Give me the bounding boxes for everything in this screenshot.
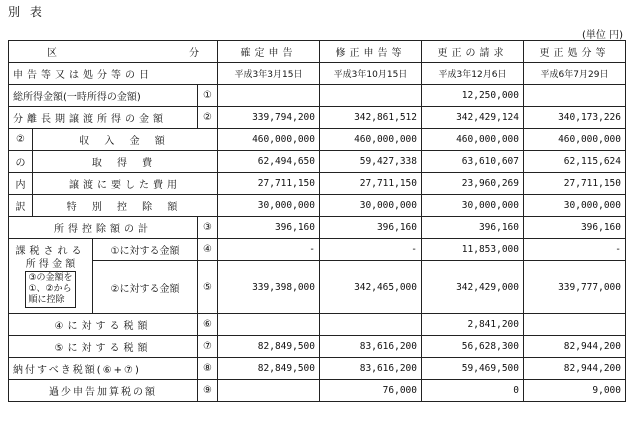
kazei-note-line: ③の金額を <box>28 272 73 283</box>
table-row <box>9 129 626 151</box>
table-row <box>9 261 626 314</box>
value-cell: - <box>320 239 422 261</box>
value-cell: 82,849,500 <box>218 336 320 358</box>
table-row <box>9 380 626 402</box>
row-label: 取 得 費 <box>33 151 218 173</box>
row-number: ② <box>198 107 218 129</box>
document-title: 別 表 <box>8 5 45 19</box>
row-label: ②に対する金額 <box>93 261 198 314</box>
value-cell: 30,000,000 <box>320 195 422 217</box>
value-cell <box>218 314 320 336</box>
value-cell: - <box>218 239 320 261</box>
breakdown-side-label: の <box>9 151 33 173</box>
value-cell: 76,000 <box>320 380 422 402</box>
value-cell: 59,427,338 <box>320 151 422 173</box>
date-cell: 平成3年10月15日 <box>320 63 422 85</box>
table-row <box>9 107 626 129</box>
row-label: 譲渡に要した費用 <box>33 173 218 195</box>
row-number: ⑨ <box>198 380 218 402</box>
row-label: ①に対する金額 <box>93 239 198 261</box>
table-row <box>9 151 626 173</box>
value-cell: 342,429,000 <box>422 261 524 314</box>
value-cell <box>218 85 320 107</box>
tax-table <box>8 40 626 402</box>
value-cell: 23,960,269 <box>422 173 524 195</box>
value-cell: 2,841,200 <box>422 314 524 336</box>
value-cell: 82,944,200 <box>524 336 626 358</box>
kazei-label-cell <box>9 239 93 314</box>
row-number: ③ <box>198 217 218 239</box>
value-cell: 460,000,000 <box>218 129 320 151</box>
value-cell: 56,628,300 <box>422 336 524 358</box>
table-row <box>9 314 626 336</box>
breakdown-side-label: ② <box>9 129 33 151</box>
kazei-note-line: 順に控除 <box>28 294 65 305</box>
value-cell <box>320 314 422 336</box>
table-row <box>9 336 626 358</box>
row-number: ⑥ <box>198 314 218 336</box>
value-cell: 9,000 <box>524 380 626 402</box>
table-row <box>9 63 626 85</box>
kubun-header <box>9 41 218 63</box>
row-label: 申告等又は処分等の日 <box>9 63 218 85</box>
kazei-note-box <box>25 271 75 308</box>
value-cell: 63,610,607 <box>422 151 524 173</box>
value-cell: 30,000,000 <box>218 195 320 217</box>
value-cell: 83,616,200 <box>320 336 422 358</box>
value-cell: 83,616,200 <box>320 358 422 380</box>
value-cell: 59,469,500 <box>422 358 524 380</box>
table-row <box>9 217 626 239</box>
value-cell: 12,250,000 <box>422 85 524 107</box>
row-label: 所得控除額の計 <box>9 217 198 239</box>
table-row <box>9 195 626 217</box>
row-label: 特 別 控 除 額 <box>33 195 218 217</box>
value-cell: - <box>524 239 626 261</box>
value-cell: 11,853,000 <box>422 239 524 261</box>
value-cell: 460,000,000 <box>422 129 524 151</box>
value-cell: 460,000,000 <box>320 129 422 151</box>
breakdown-side-label: 訳 <box>9 195 33 217</box>
value-cell: 27,711,150 <box>218 173 320 195</box>
kazei-label-line: 課税される <box>15 245 86 257</box>
value-cell: 82,944,200 <box>524 358 626 380</box>
table-row <box>9 85 626 107</box>
value-cell: 339,777,000 <box>524 261 626 314</box>
kazei-label-line: 所 得 金 額 <box>25 258 76 270</box>
value-cell: 27,711,150 <box>524 173 626 195</box>
value-cell: 340,173,226 <box>524 107 626 129</box>
value-cell: 30,000,000 <box>422 195 524 217</box>
col-header: 修正申告等 <box>320 41 422 63</box>
row-number: ⑦ <box>198 336 218 358</box>
row-label: 分離長期譲渡所得の金額 <box>9 107 198 129</box>
row-number: ⑤ <box>198 261 218 314</box>
col-header: 更正処分等 <box>524 41 626 63</box>
kubun-label: 区 <box>47 48 57 59</box>
value-cell: 62,115,624 <box>524 151 626 173</box>
table-row <box>9 239 626 261</box>
value-cell: 339,794,200 <box>218 107 320 129</box>
value-cell: 342,465,000 <box>320 261 422 314</box>
table-row <box>9 358 626 380</box>
value-cell: 396,160 <box>320 217 422 239</box>
value-cell: 396,160 <box>524 217 626 239</box>
breakdown-side-label: 内 <box>9 173 33 195</box>
value-cell <box>218 380 320 402</box>
row-number: ④ <box>198 239 218 261</box>
value-cell: 460,000,000 <box>524 129 626 151</box>
value-cell: 0 <box>422 380 524 402</box>
value-cell <box>524 314 626 336</box>
value-cell: 62,494,650 <box>218 151 320 173</box>
kazei-note-line: ①、②から <box>28 283 72 294</box>
row-label: 総所得金額(一時所得の金額) <box>9 85 198 107</box>
value-cell <box>524 85 626 107</box>
date-cell: 平成6年7月29日 <box>524 63 626 85</box>
bun-label: 分 <box>189 48 199 59</box>
unit-label: (単位 円) <box>582 30 623 41</box>
row-label: ④に対する税額 <box>9 314 198 336</box>
row-number: ① <box>198 85 218 107</box>
value-cell: 82,849,500 <box>218 358 320 380</box>
date-cell: 平成3年12月6日 <box>422 63 524 85</box>
date-cell: 平成3年3月15日 <box>218 63 320 85</box>
table-row <box>9 173 626 195</box>
value-cell: 396,160 <box>218 217 320 239</box>
value-cell: 342,861,512 <box>320 107 422 129</box>
header-row <box>9 41 626 63</box>
col-header: 更正の請求 <box>422 41 524 63</box>
value-cell: 27,711,150 <box>320 173 422 195</box>
row-label: 収 入 金 額 <box>33 129 218 151</box>
value-cell: 30,000,000 <box>524 195 626 217</box>
row-label: 納付すべき税額(⑥+⑦) <box>9 358 198 380</box>
value-cell: 396,160 <box>422 217 524 239</box>
value-cell: 339,398,000 <box>218 261 320 314</box>
value-cell: 342,429,124 <box>422 107 524 129</box>
value-cell <box>320 85 422 107</box>
row-number: ⑧ <box>198 358 218 380</box>
row-label: ⑤に対する税額 <box>9 336 198 358</box>
col-header: 確定申告 <box>218 41 320 63</box>
row-label: 過少申告加算税の額 <box>9 380 198 402</box>
